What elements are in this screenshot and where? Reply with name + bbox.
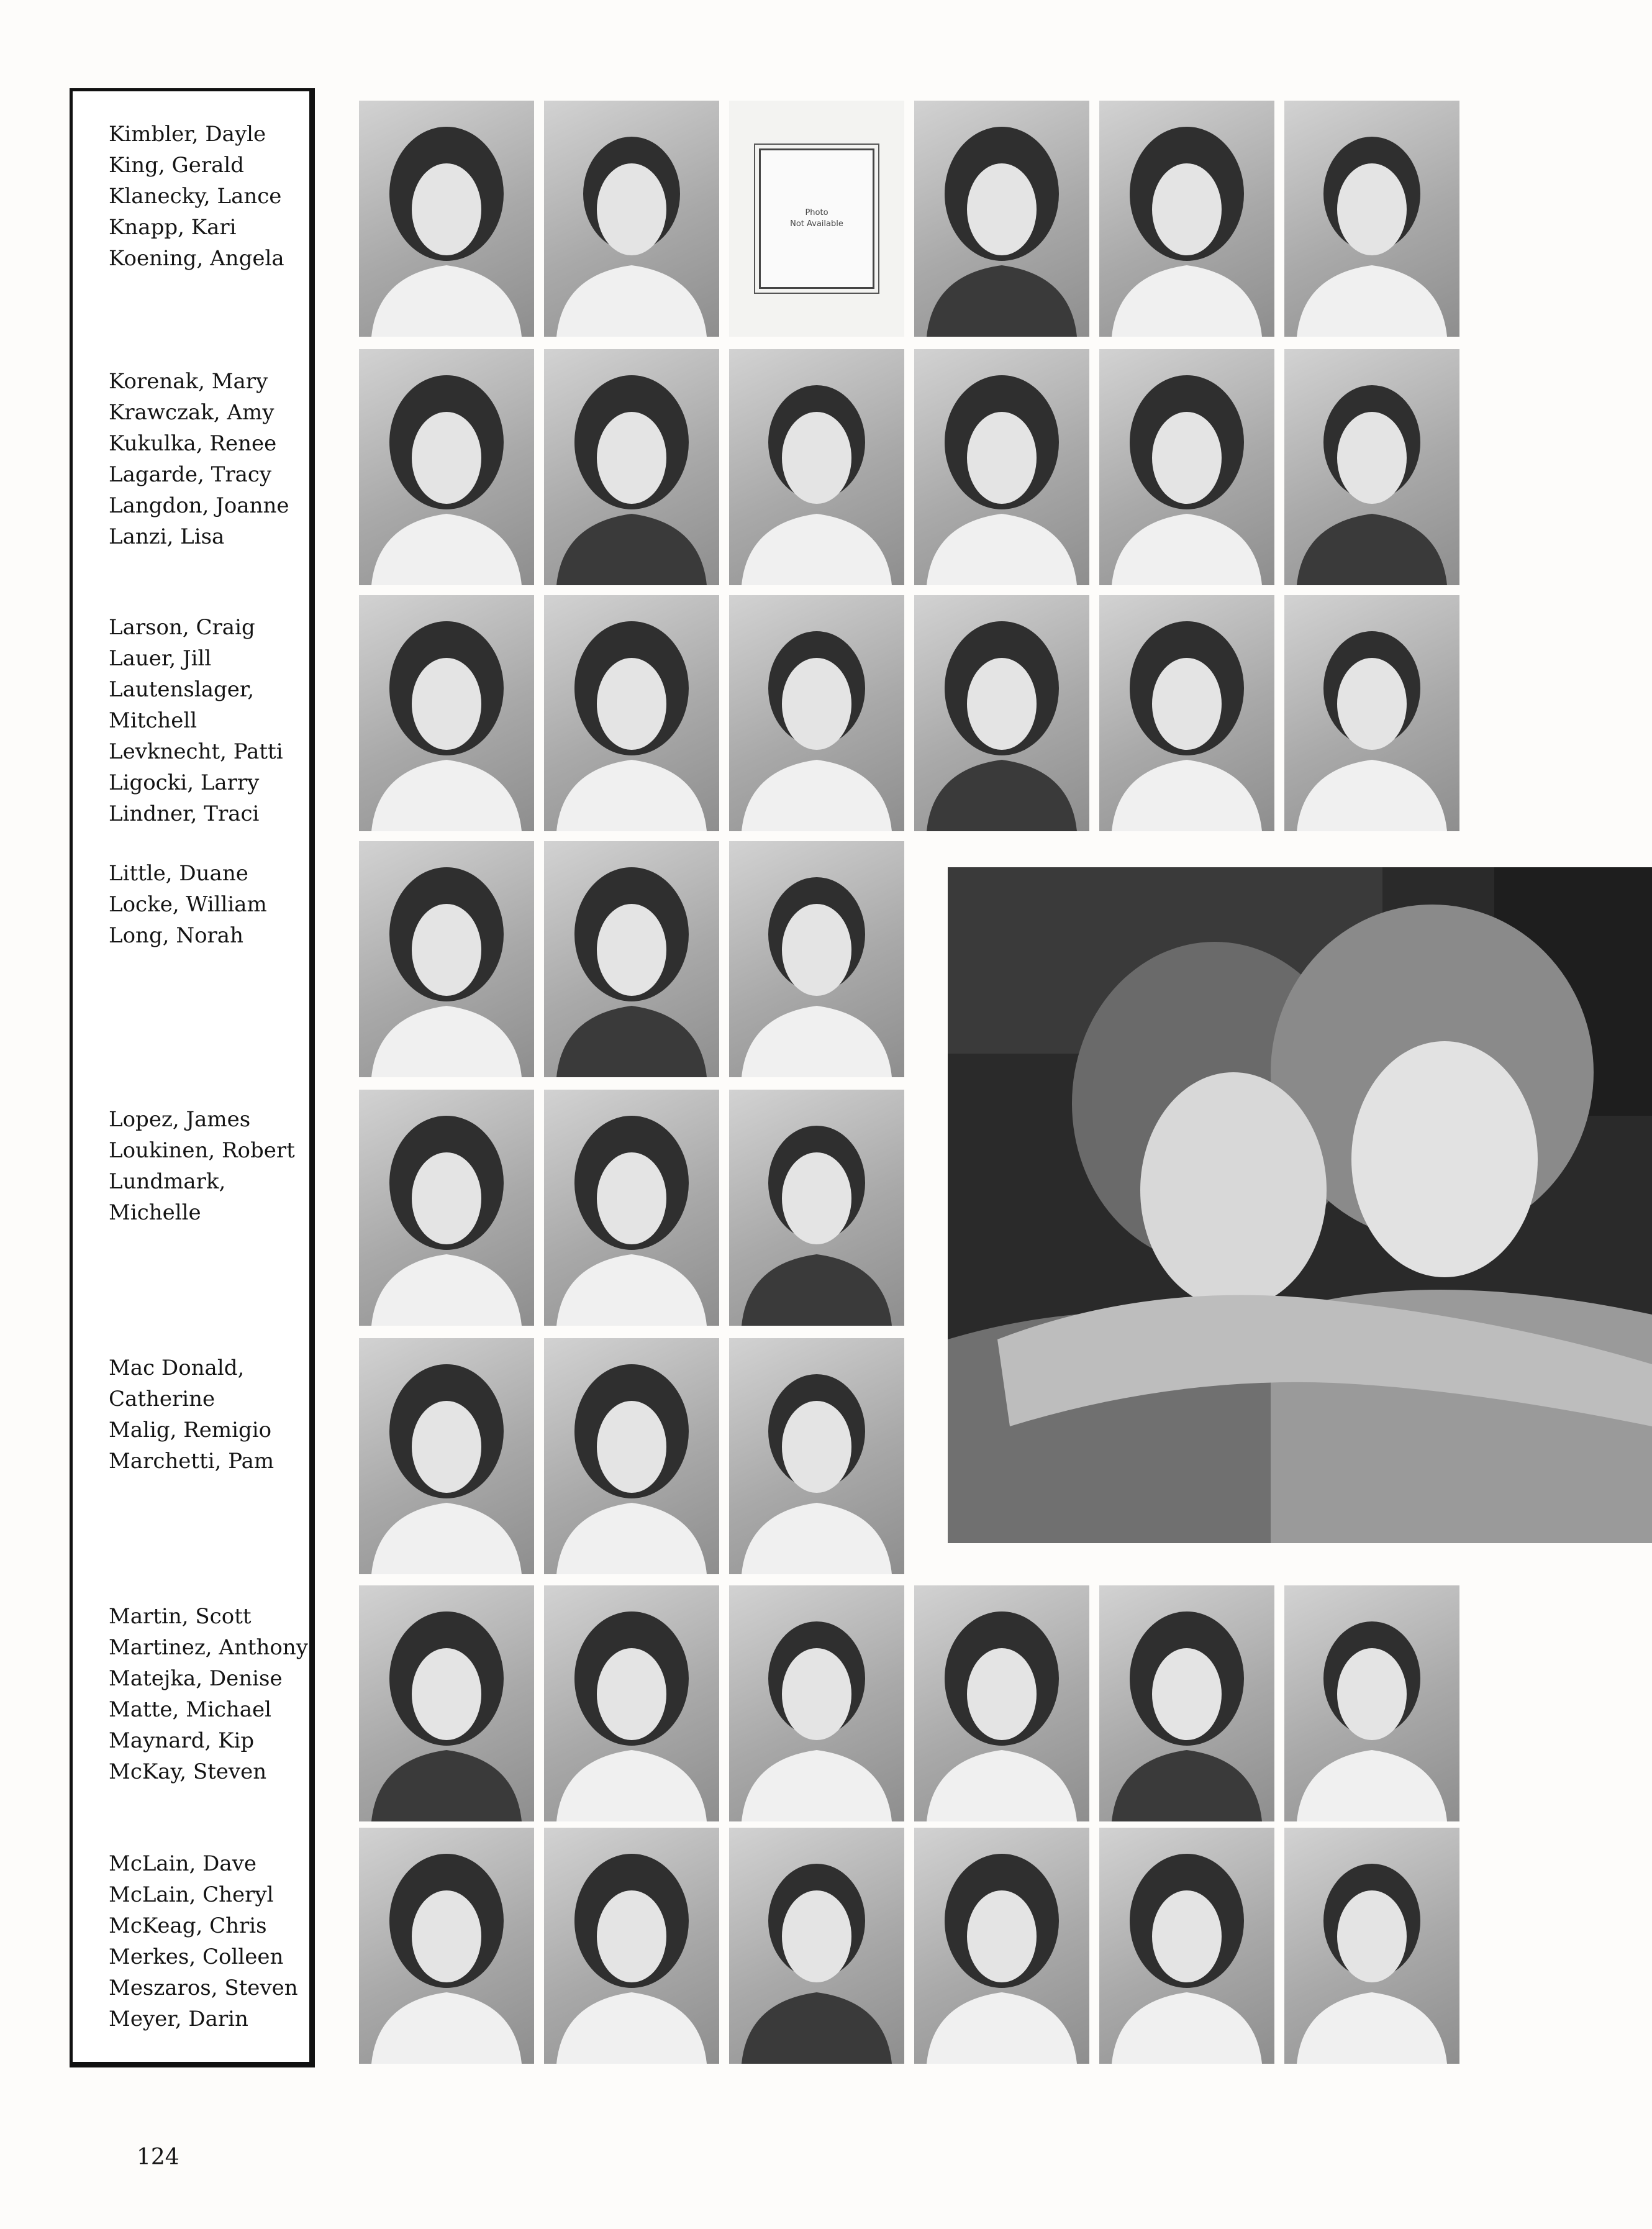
portrait-silhouette [544,595,719,831]
portrait-silhouette [359,841,534,1077]
candid-photo-hug [948,867,1652,1543]
portrait-photo [544,1090,719,1326]
portrait-photo [544,1585,719,1821]
student-name: Maynard, Kip [109,1728,255,1753]
portrait-silhouette [729,1585,904,1821]
portrait-photo [914,595,1089,831]
portrait-silhouette [359,1090,534,1326]
portrait-silhouette [544,1090,719,1326]
student-name: Catherine [109,1387,216,1411]
portrait-photo [729,1585,904,1821]
portrait-photo [1284,1828,1459,2064]
portrait-silhouette [359,101,534,337]
portrait-silhouette [544,1338,719,1574]
portrait-silhouette [359,349,534,585]
portrait-silhouette [914,1828,1089,2064]
portrait-silhouette [544,349,719,585]
student-name: Lauer, Jill [109,646,212,671]
student-name: Kimbler, Dayle [109,122,266,147]
student-name: Korenak, Mary [109,369,268,394]
portrait-photo [914,1828,1089,2064]
portrait-photo [359,1338,534,1574]
portrait-photo [914,101,1089,337]
portrait-photo [1099,595,1274,831]
student-name: McKay, Steven [109,1759,267,1784]
student-name: Kukulka, Renee [109,431,277,456]
portrait-photo [359,1828,534,2064]
student-name: Lindner, Traci [109,801,260,826]
portrait-photo [359,595,534,831]
student-name: Ligocki, Larry [109,770,260,795]
student-name: Marchetti, Pam [109,1449,275,1474]
name-group-1 [109,119,314,274]
portrait-silhouette [1099,349,1274,585]
name-group-7 [109,1601,314,1787]
student-name: Mac Donald, [109,1356,245,1380]
student-name: Matte, Michael [109,1697,272,1722]
student-name: Meszaros, Steven [109,1976,298,2000]
student-name: Lanzi, Lisa [109,524,225,549]
portrait-silhouette [1284,1828,1459,2064]
portrait-photo [729,841,904,1077]
portrait-silhouette [1284,349,1459,585]
placeholder-frame [759,148,874,289]
name-group-4 [109,858,314,951]
student-name: Lopez, James [109,1107,251,1132]
portrait-silhouette [359,1338,534,1574]
portrait-silhouette [1284,595,1459,831]
portrait-silhouette [1099,595,1274,831]
candid-photo-drawing [948,867,1652,1543]
portrait-silhouette [729,349,904,585]
student-name: King, Gerald [109,153,244,178]
student-name: McKeag, Chris [109,1913,267,1938]
portrait-photo [914,1585,1089,1821]
portrait-silhouette [729,1338,904,1574]
portrait-photo [729,349,904,585]
portrait-photo [544,349,719,585]
student-name: Locke, William [109,892,267,917]
student-name: Krawczak, Amy [109,400,275,425]
student-name: Martin, Scott [109,1604,252,1629]
portrait-photo [1284,349,1459,585]
portrait-silhouette [1284,1585,1459,1821]
student-name: Koening, Angela [109,246,284,271]
portrait-silhouette [914,349,1089,585]
portrait-silhouette [1284,101,1459,337]
portrait-photo [359,841,534,1077]
student-name: Klanecky, Lance [109,184,282,209]
portrait-photo [359,349,534,585]
portrait-photo [729,1828,904,2064]
student-name: Levknecht, Patti [109,739,283,764]
portrait-photo [729,1090,904,1326]
portrait-photo [1099,349,1274,585]
student-name: Michelle [109,1200,201,1225]
portrait-photo [729,1338,904,1574]
portrait-photo [729,595,904,831]
portrait-silhouette [359,1585,534,1821]
portrait-photo [544,1828,719,2064]
name-group-6 [109,1352,314,1477]
student-name: Loukinen, Robert [109,1138,295,1163]
portrait-photo [1284,595,1459,831]
portrait-silhouette [729,1828,904,2064]
student-name: Lagarde, Tracy [109,462,272,487]
name-group-5 [109,1104,314,1228]
placeholder-text-line2: Not Available [790,219,843,229]
student-name: Malig, Remigio [109,1418,272,1443]
portrait-photo [1099,1828,1274,2064]
student-name: Lautenslager, [109,677,255,702]
portrait-silhouette [729,595,904,831]
portrait-photo [1284,1585,1459,1821]
portrait-photo [1099,1585,1274,1821]
name-group-3 [109,612,314,829]
portrait-photo [359,1090,534,1326]
portrait-photo [544,101,719,337]
student-name: McLain, Cheryl [109,1882,274,1907]
portrait-silhouette [729,841,904,1077]
student-name: Meyer, Darin [109,2007,248,2031]
portrait-photo [1284,101,1459,337]
portrait-silhouette [1099,1828,1274,2064]
portrait-silhouette [914,1585,1089,1821]
page-number: 124 [137,2145,179,2170]
student-name: Martinez, Anthony [109,1635,309,1660]
portrait-silhouette [544,841,719,1077]
portrait-photo [544,595,719,831]
portrait-photo [1099,101,1274,337]
student-name: Merkes, Colleen [109,1944,284,1969]
name-list-panel [70,88,315,2067]
portrait-photo [544,1338,719,1574]
portrait-photo [544,841,719,1077]
student-name: McLain, Dave [109,1851,256,1876]
name-group-8 [109,1848,314,2035]
portrait-photo [359,1585,534,1821]
portrait-photo [914,349,1089,585]
portrait-silhouette [1099,101,1274,337]
portrait-photo [359,101,534,337]
student-name: Langdon, Joanne [109,493,289,518]
name-group-2 [109,366,314,552]
portrait-silhouette [544,1828,719,2064]
portrait-silhouette [359,1828,534,2064]
portrait-silhouette [1099,1585,1274,1821]
student-name: Mitchell [109,708,197,733]
photo-not-available-placeholder [729,101,904,337]
student-name: Larson, Craig [109,615,255,640]
student-name: Knapp, Kari [109,215,237,240]
portrait-silhouette [359,595,534,831]
student-name: Lundmark, [109,1169,226,1194]
portrait-silhouette [544,101,719,337]
portrait-silhouette [914,101,1089,337]
portrait-silhouette [544,1585,719,1821]
placeholder-text-line1: Photo [805,208,828,217]
student-name: Matejka, Denise [109,1666,283,1691]
student-name: Long, Norah [109,923,243,948]
student-name: Little, Duane [109,861,248,886]
portrait-silhouette [914,595,1089,831]
portrait-silhouette [729,1090,904,1326]
